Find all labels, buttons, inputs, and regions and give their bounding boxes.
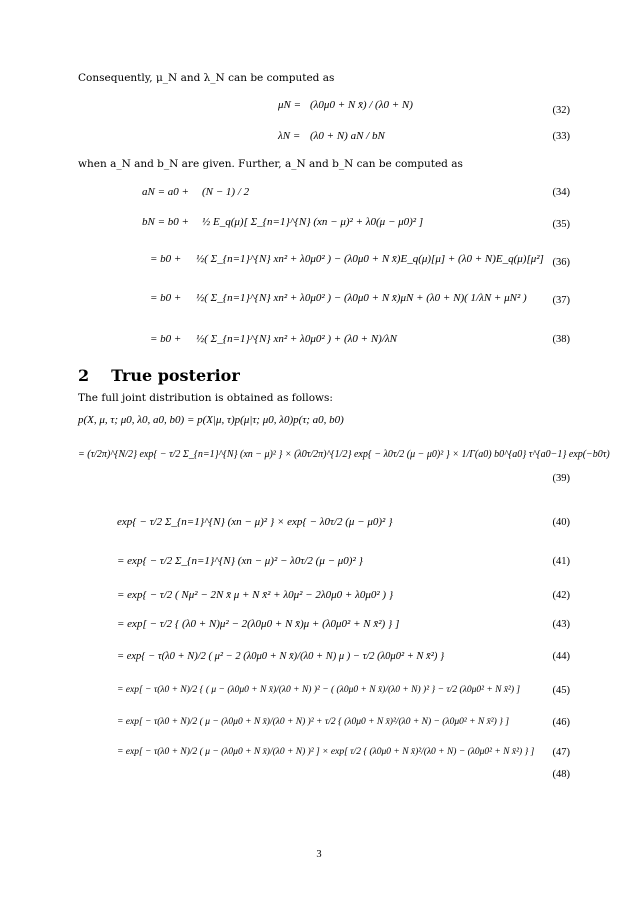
eq47-expression: = exp[ − τ(λ0 + N)/2 ( μ − (λ0μ0 + N x̄)/(λ0 + N) )² ] × exp[ τ/2 { (λ0μ0 + N x̄)²/(λ0 + N) − (λ0μ0² + N x̄²) } ] — [117, 747, 535, 757]
eq39-line1: p(X, μ, τ; μ0, λ0, a0, b0) = p(X|μ, τ)p(μ|τ; μ0, λ0)p(τ; a0, b0) — [78, 414, 344, 426]
eq42-number: (42) — [552, 590, 570, 601]
eq44-expression: = exp{ − τ(λ0 + N)/2 ( μ² − 2 (λ0μ0 + N x̄)/(λ0 + N) μ ) − τ/2 (λ0μ0² + N x̄²) } — [117, 651, 445, 662]
eq44-number: (44) — [552, 651, 570, 662]
eq39-line2: = (τ/2π)^{N/2} exp{ − τ/2 Σ_{n=1}^{N} (xn − μ)² } × (λ0τ/2π)^{1/2} exp{ − λ0τ/2 (μ − μ0)² } × 1/Γ(a0) b0^{a0} τ^{a0−1} exp(−b0τ) — [78, 449, 610, 460]
eq40-number: (40) — [552, 517, 570, 528]
section-number: 2 — [78, 366, 90, 385]
eq41-number: (41) — [552, 556, 570, 567]
eq46-expression: = exp[ − τ(λ0 + N)/2 ( μ − (λ0μ0 + N x̄)/(λ0 + N) )² + τ/2 { (λ0μ0 + N x̄)²/(λ0 + N) − (λ0μ0² + N x̄²) } ] — [117, 717, 510, 727]
eq33-expression: λN = — [278, 130, 301, 142]
eq45-number: (45) — [552, 685, 570, 696]
eq35-rhs: ½ E_q(μ)[ Σ_{n=1}^{N} (xn − μ)² + λ0(μ − μ0)² ] — [202, 216, 424, 228]
section-title: True posterior — [111, 366, 240, 385]
eq32-expression: μN = — [278, 99, 302, 111]
eq38-rhs: ½( Σ_{n=1}^{N} xn² + λ0μ0² ) + (λ0 + N)/λN — [196, 333, 397, 345]
eq43-expression: = exp[ − τ/2 { (λ0 + N)μ² − 2(λ0μ0 + N x̄)μ + (λ0μ0² + N x̄²) } ] — [117, 618, 400, 630]
eq48-number: (48) — [552, 769, 570, 780]
eq32-rhs: (λ0μ0 + N x̄) / (λ0 + N) — [310, 99, 413, 111]
eq39-number: (39) — [552, 473, 570, 484]
eq34-number: (34) — [552, 187, 570, 198]
eq34-lhs: aN = a0 + — [142, 186, 189, 198]
eq38-number: (38) — [552, 334, 570, 345]
intro-paragraph: Consequently, μ_N and λ_N can be computed as — [78, 72, 335, 84]
eq38-lhs: = b0 + — [150, 333, 182, 345]
eq35-number: (35) — [552, 219, 570, 230]
eq37-rhs: ½( Σ_{n=1}^{N} xn² + λ0μ0² ) − (λ0μ0 + N x̄)μN + (λ0 + N)( 1/λN + μN² ) — [196, 292, 527, 304]
eq35-lhs: bN = b0 + — [142, 216, 189, 228]
eq36-lhs: = b0 + — [150, 253, 182, 265]
eq46-number: (46) — [552, 717, 570, 728]
eq41-expression: = exp{ − τ/2 Σ_{n=1}^{N} (xn − μ)² − λ0τ/2 (μ − μ0)² } — [117, 555, 363, 567]
eq33-rhs: (λ0 + N) aN / bN — [310, 130, 385, 142]
section-paragraph: The full joint distribution is obtained as follows: — [78, 392, 333, 404]
page-number: 3 — [316, 849, 322, 860]
eq42-expression: = exp{ − τ/2 ( Nμ² − 2N x̄ μ + N x̄² + λ0μ² − 2λ0μ0 + λ0μ0² ) } — [117, 589, 394, 601]
eq37-number: (37) — [552, 295, 570, 306]
eq36-rhs: ½( Σ_{n=1}^{N} xn² + λ0μ0² ) − (λ0μ0 + N x̄)E_q(μ)[μ] + (λ0 + N)E_q(μ)[μ²] — [196, 253, 544, 265]
section-heading — [78, 366, 240, 385]
eq34-rhs: (N − 1) / 2 — [202, 186, 250, 198]
eq47-number: (47) — [552, 747, 570, 758]
eq36-number: (36) — [552, 257, 570, 268]
eq32-number: (32) — [552, 105, 570, 116]
eq37-lhs: = b0 + — [150, 292, 182, 304]
eq43-number: (43) — [552, 619, 570, 630]
eq45-expression: = exp[ − τ(λ0 + N)/2 { ( μ − (λ0μ0 + N x̄)/(λ0 + N) )² − ( (λ0μ0 + N x̄)/(λ0 + N) )² } − τ/2 (λ0μ0² + N x̄²) ] — [117, 685, 521, 695]
eq40-expression: exp{ − τ/2 Σ_{n=1}^{N} (xn − μ)² } × exp{ − λ0τ/2 (μ − μ0)² } — [117, 516, 393, 528]
eq33-number: (33) — [552, 131, 570, 142]
mid-paragraph: when a_N and b_N are given. Further, a_N and b_N can be computed as — [78, 158, 463, 170]
